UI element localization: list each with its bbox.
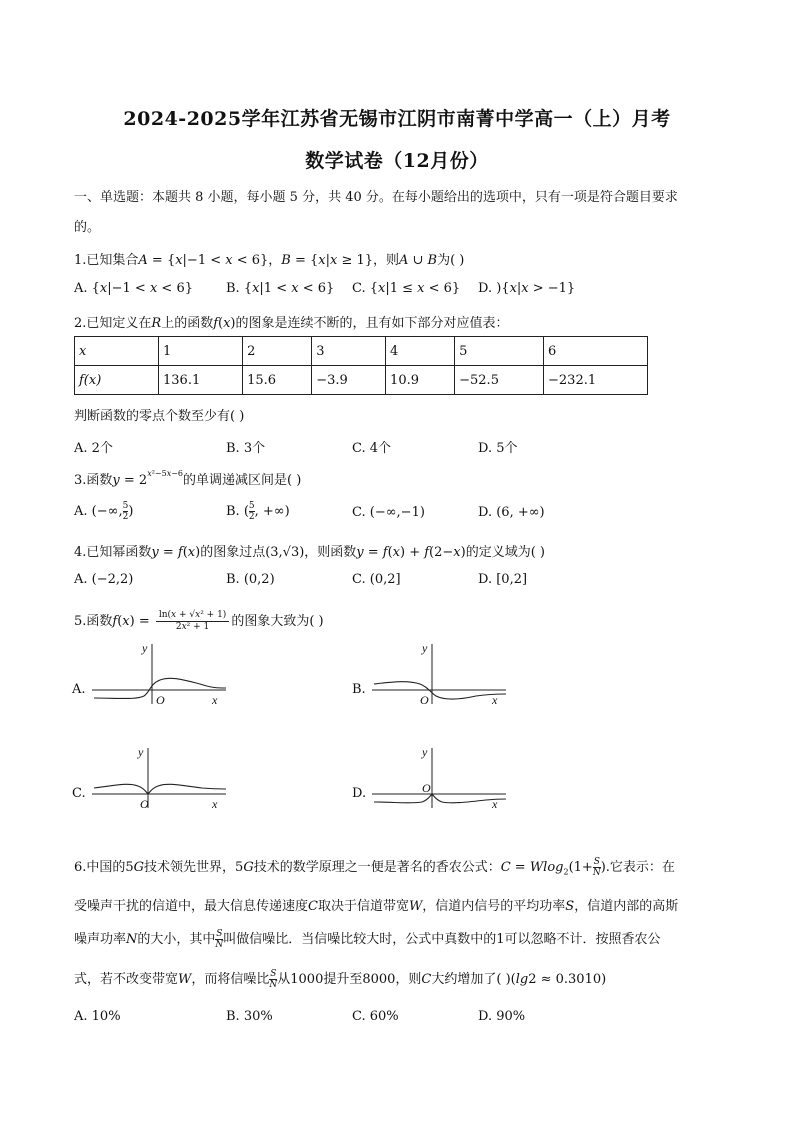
q6-line1 [74, 856, 675, 878]
q6-line3 [74, 928, 661, 950]
section-intro-line2: 的。 [74, 220, 101, 235]
q2-option-d: D. 5个 [478, 441, 518, 456]
q3-b-post: , +∞) [254, 504, 290, 519]
q1-option-d: D. ){𝑥|𝑥 > −1} [478, 281, 576, 296]
q6-line4 [74, 968, 606, 990]
curve [94, 784, 226, 794]
table-row-x [75, 337, 648, 366]
table-cell: −232.1 [544, 366, 648, 395]
x-axis-label: x [212, 797, 218, 811]
q3-option-b [226, 501, 290, 522]
q2-stem: 2.已知定义在𝑅上的函数𝑓(𝑥)的图象是连续不断的，且有如下部分对应值表： [74, 316, 509, 331]
q6-line1-pre: 6.中国的5𝐺技术领先世界，5𝐺技术的数学原理之一便是著名的香农公式：𝐶 = 𝑊𝑙𝑜𝑔 [74, 860, 564, 875]
q1-option-b: B. {𝑥|1 < 𝑥 < 6} [226, 281, 335, 296]
q4-stem: 4.已知幂函数𝑦 = 𝑓(𝑥)的图象过点(3,√3)，则函数𝑦 = 𝑓(𝑥) + 𝑓(2−𝑥)的定义域为( ) [74, 545, 545, 560]
section-intro-line1: 一、单选题：本题共 8 小题，每小题 5 分，共 40 分。在每小题给出的选项中，只有一项是符合题目要求 [74, 190, 678, 205]
q4-option-d: D. [0,2] [478, 572, 528, 587]
y-axis-label: y [138, 745, 144, 759]
q1-option-c: C. {𝑥|1 ≤ 𝑥 < 6} [352, 281, 461, 296]
q5-stem-prefix: 5.函数𝑓(𝑥) = [74, 614, 150, 629]
table-row-fx [75, 366, 648, 395]
q5-option-d-label: D. [352, 786, 367, 801]
q5-option-c-label: C. [72, 786, 86, 801]
q5-stem-suffix: 的图象大致为( ) [231, 614, 324, 629]
q2-value-table [74, 336, 648, 395]
q6-option-b: B. 30% [226, 1009, 273, 1024]
origin-label: O [140, 797, 149, 811]
table-cell: 15.6 [243, 366, 312, 395]
q5-graph-d [368, 744, 518, 814]
q5-stem [74, 610, 324, 633]
x-axis-label: x [492, 797, 498, 811]
q6-option-d: D. 90% [478, 1009, 526, 1024]
q3-b-num: 5 [248, 501, 255, 511]
q3-b-den: 2 [248, 512, 255, 522]
q3-option-a [74, 501, 133, 522]
table-cell: 10.9 [386, 366, 455, 395]
q6-line4-pre: 式，若不改变带宽𝑊，而将信噪比 [74, 972, 270, 987]
q6-line2: 受噪声干扰的信道中，最大信息传递速度𝐶取决于信道带宽𝑊，信道内信号的平均功率𝑆，信道内部的高斯 [74, 899, 679, 914]
table-cell: 2 [243, 337, 312, 366]
q3-exponent: 𝑥²−5𝑥−6 [147, 468, 184, 478]
table-cell: 4 [386, 337, 455, 366]
q3-a-pre: A. (−∞, [74, 504, 123, 519]
q5-graph-a [88, 640, 238, 710]
q6-line3-den: 𝑁 [215, 940, 224, 950]
q1-stem: 1.已知集合𝐴 = {𝑥|−1 < 𝑥 < 6}，𝐵 = {𝑥|𝑥 ≥ 1}，则𝐴 ∪ 𝐵为( ) [74, 253, 465, 268]
q4-option-b: B. (0,2) [226, 572, 275, 587]
q3-option-c: C. (−∞,−1) [352, 505, 425, 520]
q6-line1-fraction [593, 857, 601, 878]
q6-line1-mid: (1+ [568, 860, 593, 875]
curve [374, 794, 506, 803]
q3-a-num: 5 [122, 501, 129, 511]
q5-graph-c [88, 744, 238, 814]
x-axis-label: x [492, 693, 498, 707]
y-axis-label: y [422, 641, 428, 655]
table-cell: 3 [312, 337, 386, 366]
q5-frac-den: 2𝑥² + 1 [175, 622, 210, 632]
origin-label: O [156, 693, 165, 707]
q6-log-base: 2 [563, 867, 569, 877]
q2-option-a: A. 2个 [74, 441, 113, 456]
x-axis-label: x [212, 693, 218, 707]
q6-option-a: A. 10% [74, 1009, 121, 1024]
table-cell: 5 [455, 337, 544, 366]
q2-option-b: B. 3个 [226, 441, 266, 456]
q6-line4-den: 𝑁 [269, 980, 278, 990]
table-cell: −52.5 [455, 366, 544, 395]
q3-a-den: 2 [122, 512, 129, 522]
table-cell-x-label: x [75, 337, 159, 366]
q6-line1-den: 𝑁 [592, 868, 601, 878]
q3-a-post: ) [128, 504, 134, 519]
q6-option-c: C. 60% [352, 1009, 399, 1024]
q6-line3-num: 𝑆 [216, 929, 223, 939]
table-cell: 1 [159, 337, 243, 366]
table-cell: 6 [544, 337, 648, 366]
q2-option-c: C. 4个 [352, 441, 392, 456]
q3-stem-prefix: 3.函数𝑦 = 2 [74, 473, 148, 488]
q6-line3-post: 叫做信噪比．当信噪比较大时，公式中真数中的1可以忽略不计．按照香农公 [223, 932, 661, 947]
table-cell-fx-label: f(x) [75, 366, 159, 395]
q5-graph-b [368, 640, 518, 710]
q2-question: 判断函数的零点个数至少有( ) [74, 409, 245, 424]
q5-fraction [156, 610, 229, 633]
q6-line1-post: ).它表示：在 [600, 860, 675, 875]
q3-stem-suffix: 的单调递减区间是( ) [183, 473, 302, 488]
y-axis-label: y [422, 745, 428, 759]
q3-stem [74, 469, 301, 488]
q4-option-c: C. (0,2] [352, 572, 401, 587]
q3-option-d: D. (6, +∞) [478, 505, 545, 520]
paper-title-line1: 2024-2025学年江苏省无锡市江阴市南菁中学高一（上）月考 [123, 108, 671, 130]
q5-option-a-label: A. [72, 682, 86, 697]
q6-line4-post: 从1000提升至8000，则𝐶大约增加了( )(𝑙𝑔2 ≈ 0.3010) [277, 972, 607, 987]
origin-label: O [420, 693, 429, 707]
q3-b-pre: B. ( [226, 504, 249, 519]
table-cell: −3.9 [312, 366, 386, 395]
table-cell: 136.1 [159, 366, 243, 395]
origin-label: O [422, 781, 431, 795]
q4-option-a: A. (−2,2) [74, 572, 134, 587]
q6-line1-num: 𝑆 [593, 857, 600, 867]
paper-title-line2: 数学试卷（12月份） [305, 150, 489, 172]
y-axis-label: y [142, 641, 148, 655]
q5-frac-num: ln(𝑥 + √𝑥² + 1) [156, 610, 229, 622]
q1-option-a: A. {𝑥|−1 < 𝑥 < 6} [74, 281, 193, 296]
q6-line4-num: 𝑆 [270, 969, 277, 979]
q6-line3-pre: 噪声功率𝑁的大小，其中 [74, 932, 216, 947]
q5-option-b-label: B. [352, 682, 366, 697]
